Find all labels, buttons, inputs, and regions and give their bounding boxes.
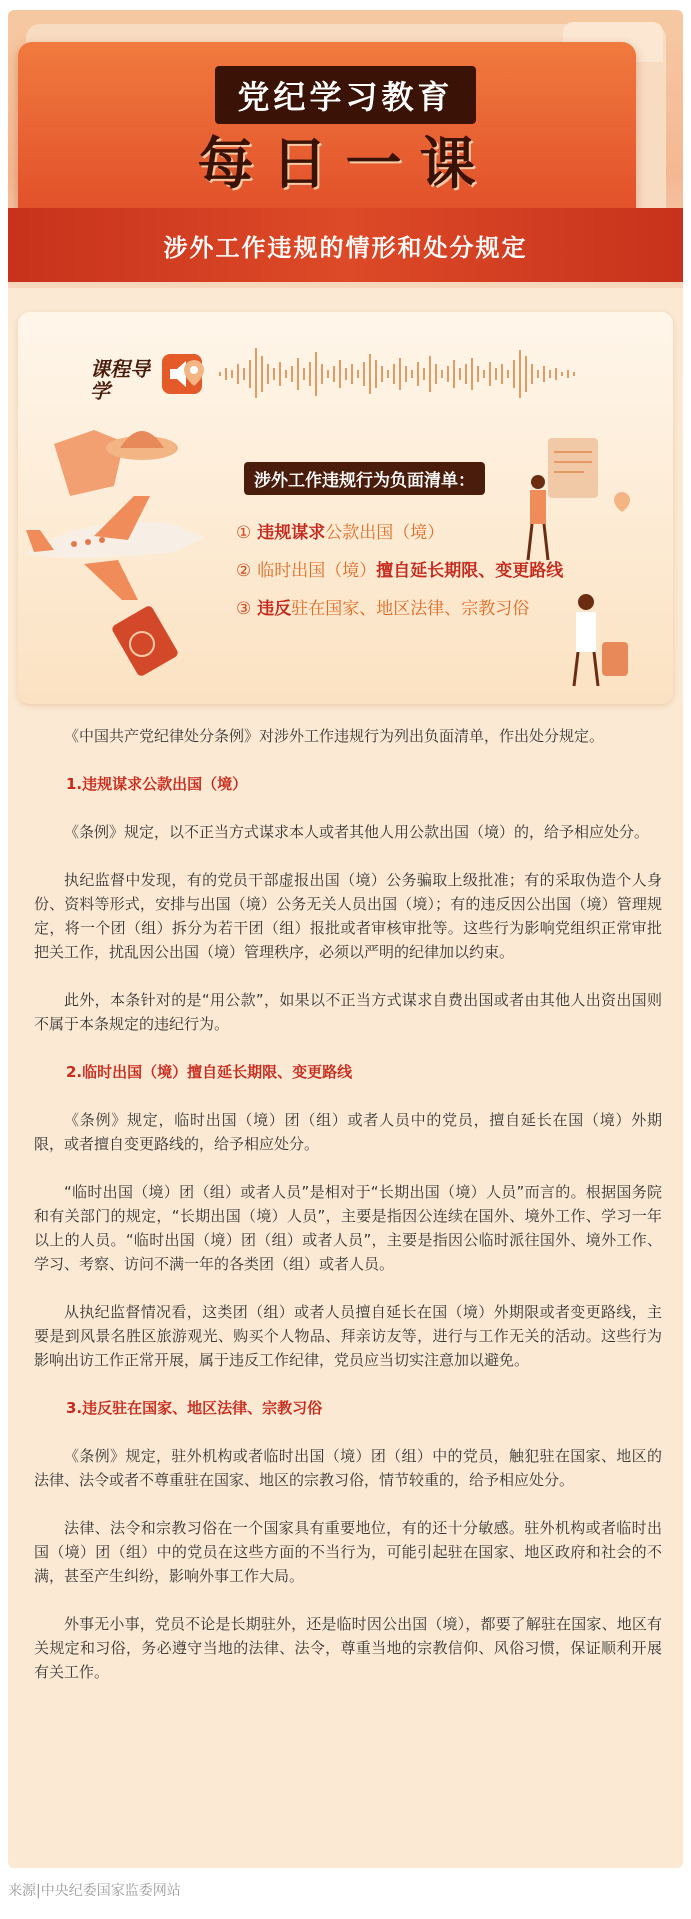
subtitle-text: 涉外工作违规的情形和处分规定 bbox=[163, 234, 528, 262]
list-item-number: ③ bbox=[236, 599, 252, 619]
subtitle-ribbon bbox=[8, 208, 683, 282]
section-heading: 3.违反驻在国家、地区法律、宗教习俗 bbox=[66, 1399, 323, 1417]
list-item bbox=[236, 556, 563, 581]
traveler-illustration bbox=[518, 422, 668, 692]
list-item-text: 公款出国（境） bbox=[325, 523, 445, 543]
list-item bbox=[236, 594, 529, 619]
section-heading: 2.临时出国（境）擅自延长期限、变更路线 bbox=[66, 1063, 353, 1081]
header-title-line1-text: 党纪学习教育 bbox=[215, 66, 475, 124]
article-paragraph: 《条例》规定，驻外机构或者临时出国（境）团（组）中的党员，触犯驻在国家、地区的法律、法令或者不尊重驻在国家、地区的宗教习俗，情节较重的，给予相应处分。 bbox=[34, 1447, 662, 1489]
source-credit: 来源|中央纪委国家监委网站 bbox=[8, 1883, 181, 1899]
list-item-emphasis: 擅自延长期限、变更路线 bbox=[376, 561, 564, 581]
course-guide-card bbox=[18, 312, 673, 704]
article-paragraph: 从执纪监督情况看，这类团（组）或者人员擅自延长在国（境）外期限或者变更路线，主要是到风景名胜区旅游观光、购买个人物品、拜亲访友等，进行与工作无关的活动。这些行为影响出访工作正常开展，属于违反工作纪律，党员应当切实注意加以避免。 bbox=[34, 1303, 662, 1369]
article-paragraph: 此外，本条针对的是“用公款”，如果以不正当方式谋求自费出国或者由其他人出资出国则不属于本条规定的违纪行为。 bbox=[34, 991, 662, 1033]
list-item-emphasis: 违规谋求 bbox=[257, 523, 326, 543]
negative-list-title: 涉外工作违规行为负面清单： bbox=[244, 462, 485, 495]
header-title-line1 bbox=[8, 66, 683, 124]
audio-wave-icon bbox=[216, 342, 626, 402]
travel-illustration bbox=[24, 404, 224, 694]
header-banner bbox=[8, 10, 683, 288]
article-paragraph: 外事无小事，党员不论是长期驻外，还是临时因公出国（境），都要了解驻在国家、地区有关规定和习俗，务必遵守当地的法律、法令，尊重当地的宗教信仰、风俗习惯，保证顺利开展有关工作。 bbox=[34, 1615, 662, 1681]
section-heading: 1.违规谋求公款出国（境） bbox=[66, 775, 248, 793]
header-title-line2: 每日一课 bbox=[197, 132, 494, 197]
article-body bbox=[34, 724, 662, 1708]
list-item bbox=[236, 518, 444, 543]
article-paragraph: 《条例》规定，临时出国（境）团（组）或者人员中的党员，擅自延长在国（境）外期限，或者擅自变更路线的，给予相应处分。 bbox=[34, 1111, 662, 1153]
list-item-number: ② bbox=[236, 561, 252, 581]
list-item-number: ① bbox=[236, 523, 252, 543]
article-paragraph: 《中国共产党纪律处分条例》对涉外工作违规行为列出负面清单，作出处分规定。 bbox=[64, 727, 605, 745]
location-pin-icon bbox=[184, 360, 204, 386]
list-item-text: 临时出国（境） bbox=[257, 561, 377, 581]
article-card bbox=[8, 10, 683, 1868]
list-item-text: 驻在国家、地区法律、宗教习俗 bbox=[291, 599, 530, 619]
article-paragraph: 执纪监督中发现，有的党员干部虚报出国（境）公务骗取上级批准；有的采取伪造个人身份、资料等形式，安排与出国（境）公务无关人员出国（境）；有的违反因公出国（境）管理规定，将一个团（组）拆分为若干团（组）报批或者审核审批等。这些行为影响党组织正常审批把关工作，扰乱因公出国（境）管理秩序，必须以严明的纪律加以约束。 bbox=[34, 871, 662, 961]
article-paragraph: 《条例》规定，以不正当方式谋求本人或者其他人用公款出国（境）的，给予相应处分。 bbox=[64, 823, 650, 841]
article-paragraph: 法律、法令和宗教习俗在一个国家具有重要地位，有的还十分敏感。驻外机构或者临时出国（境）团（组）中的党员在这些方面的不当行为，可能引起驻在国家、地区政府和社会的不满，甚至产生纠纷，影响外事工作大局。 bbox=[34, 1519, 662, 1585]
list-item-emphasis: 违反 bbox=[257, 599, 292, 619]
article-paragraph: “临时出国（境）团（组）或者人员”是相对于“长期出国（境）人员”而言的。根据国务院和有关部门的规定，“长期出国（境）人员”，主要是指因公连续在国外、境外工作、学习一年以上的人员。“临时出国（境）团（组）或者人员”，主要是指因公临时派往国外、境外工作、学习、考察、访问不满一年的各类团（组）或者人员。 bbox=[34, 1183, 662, 1273]
course-guide-label: 课程导学 bbox=[90, 357, 150, 403]
